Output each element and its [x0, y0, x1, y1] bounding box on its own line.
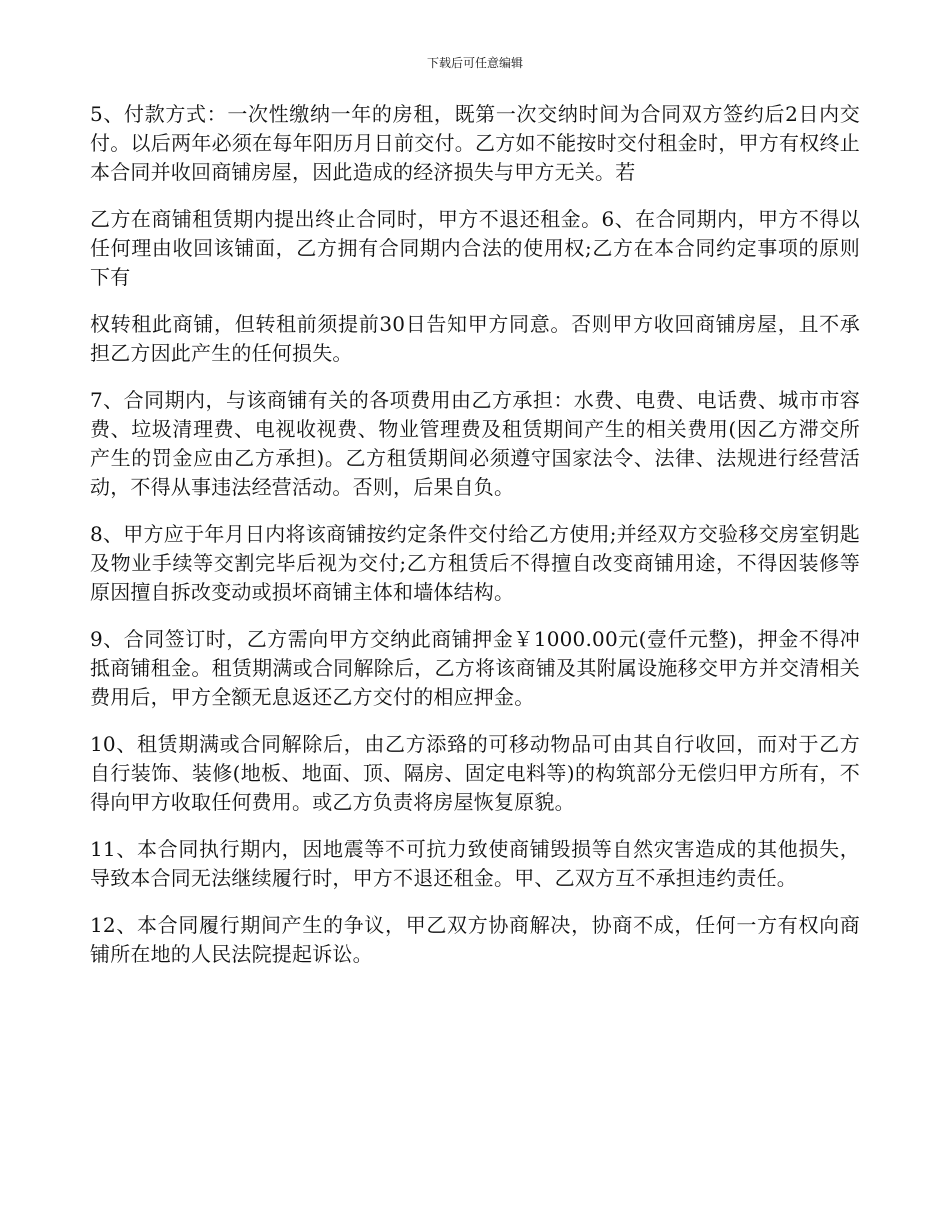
contract-clause-5: 5、付款方式：一次性缴纳一年的房租，既第一次交纳时间为合同双方签约后2日内交付。以后两年必须在每年阳历月日前交付。乙方如不能按时交付租金时，甲方有权终止本合同并收回商铺房屋，因此造成的经济损失与甲方无关。若 [90, 102, 860, 184]
contract-clause-9: 9、合同签订时，乙方需向甲方交纳此商铺押金￥1000.00元(壹仟元整)，押金不得冲抵商铺租金。租赁期满或合同解除后，乙方将该商铺及其附属设施移交甲方并交清相关费用后，甲方全额无息返还乙方交付的相应押金。 [90, 627, 860, 709]
page-header: 下载后可任意编辑 [426, 56, 523, 70]
contract-clause-8: 8、甲方应于年月日内将该商铺按约定条件交付给乙方使用;并经双方交验移交房室钥匙及物业手续等交割完毕后视为交付;乙方租赁后不得擅自改变商铺用途，不得因装修等原因擅自拆改变动或损坏商铺主体和墙体结构。 [90, 522, 860, 604]
contract-clause-6: 乙方在商铺租赁期内提出终止合同时，甲方不退还租金。6、在合同期内，甲方不得以任何理由收回该铺面，乙方拥有合同期内合法的使用权;乙方在本合同约定事项的原则下有 [90, 207, 860, 289]
contract-clause-10: 10、租赁期满或合同解除后，由乙方添臵的可移动物品可由其自行收回，而对于乙方自行装饰、装修(地板、地面、顶、隔房、固定电料等)的构筑部分无偿归甲方所有，不得向甲方收取任何费用。或乙方负责将房屋恢复原貌。 [90, 732, 860, 814]
contract-clause-12: 12、本合同履行期间产生的争议，甲乙双方协商解决，协商不成，任何一方有权向商铺所在地的人民法院提起诉讼。 [90, 913, 860, 966]
contract-clause-7: 7、合同期内，与该商铺有关的各项费用由乙方承担：水费、电费、电话费、城市市容费、垃圾清理费、电视收视费、物业管理费及租赁期间产生的相关费用(因乙方滞交所产生的罚金应由乙方承担)。乙方租赁期间必须遵守国家法令、法律、法规进行经营活动，不得从事违法经营活动。否则，后果自负。 [90, 388, 860, 499]
contract-clause-6-continued: 权转租此商铺，但转租前须提前30日告知甲方同意。否则甲方收回商铺房屋，且不承担乙方因此产生的任何损失。 [90, 312, 860, 365]
contract-clause-11: 11、本合同执行期内，因地震等不可抗力致使商铺毁损等自然灾害造成的其他损失，导致本合同无法继续履行时，甲方不退还租金。甲、乙双方互不承担违约责任。 [90, 837, 860, 890]
